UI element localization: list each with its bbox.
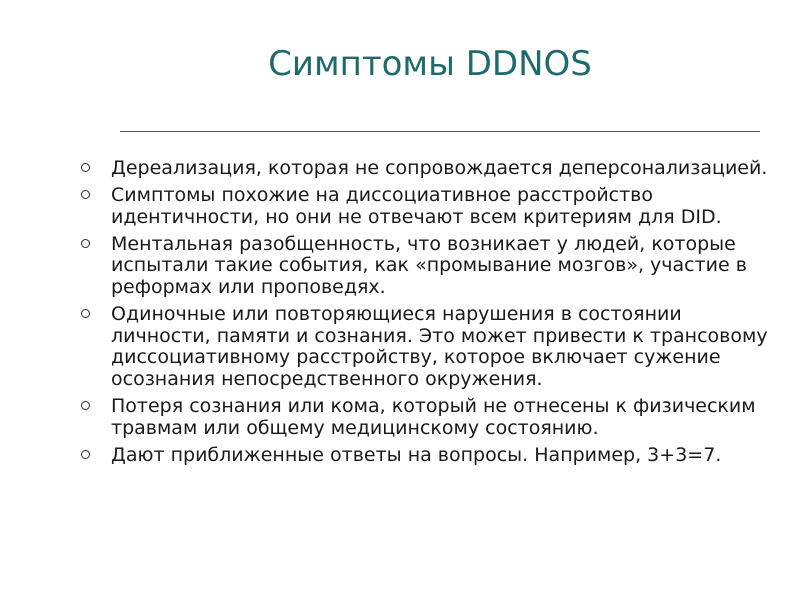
bullet-text: Дереализация, которая не сопровождается деперсонализацией. [111, 157, 768, 179]
bullet-item [78, 445, 778, 467]
hollow-circle-bullet-icon [81, 309, 90, 318]
hollow-circle-bullet-icon [81, 239, 90, 248]
hollow-circle-bullet-icon [81, 401, 90, 410]
bullet-item [78, 185, 778, 228]
bullet-item [78, 158, 778, 180]
hollow-circle-bullet-icon [81, 163, 90, 172]
bullet-item [78, 304, 778, 390]
slide-title: Симптомы DDNOS [268, 44, 592, 84]
bullet-item [78, 396, 778, 439]
bullet-text: Дают приближенные ответы на вопросы. Например, 3+3=7. [111, 443, 722, 466]
bullet-item [78, 234, 778, 299]
bullet-text: Одиночные или повторяющиеся нарушения в состоянии личности, памяти и сознания. Это может привести к трансовому диссоциативному расстройству, которое включает сужение осознания непосредственного окружения. [111, 303, 768, 390]
hollow-circle-bullet-icon [81, 450, 90, 459]
bullet-list [78, 158, 778, 472]
bullet-text: Симптомы похожие на диссоциативное расстройство идентичности, но они не отвечают всем критериям для DID. [111, 184, 722, 228]
bullet-text: Ментальная разобщенность, что возникает у людей, которые испытали такие события, как «промывание мозгов», участие в реформах или проповедях. [111, 232, 747, 298]
title-divider [120, 131, 760, 132]
hollow-circle-bullet-icon [81, 190, 90, 199]
bullet-text: Потеря сознания или кома, который не отнесены к физическим травмам или общему медицинскому состоянию. [111, 394, 756, 439]
